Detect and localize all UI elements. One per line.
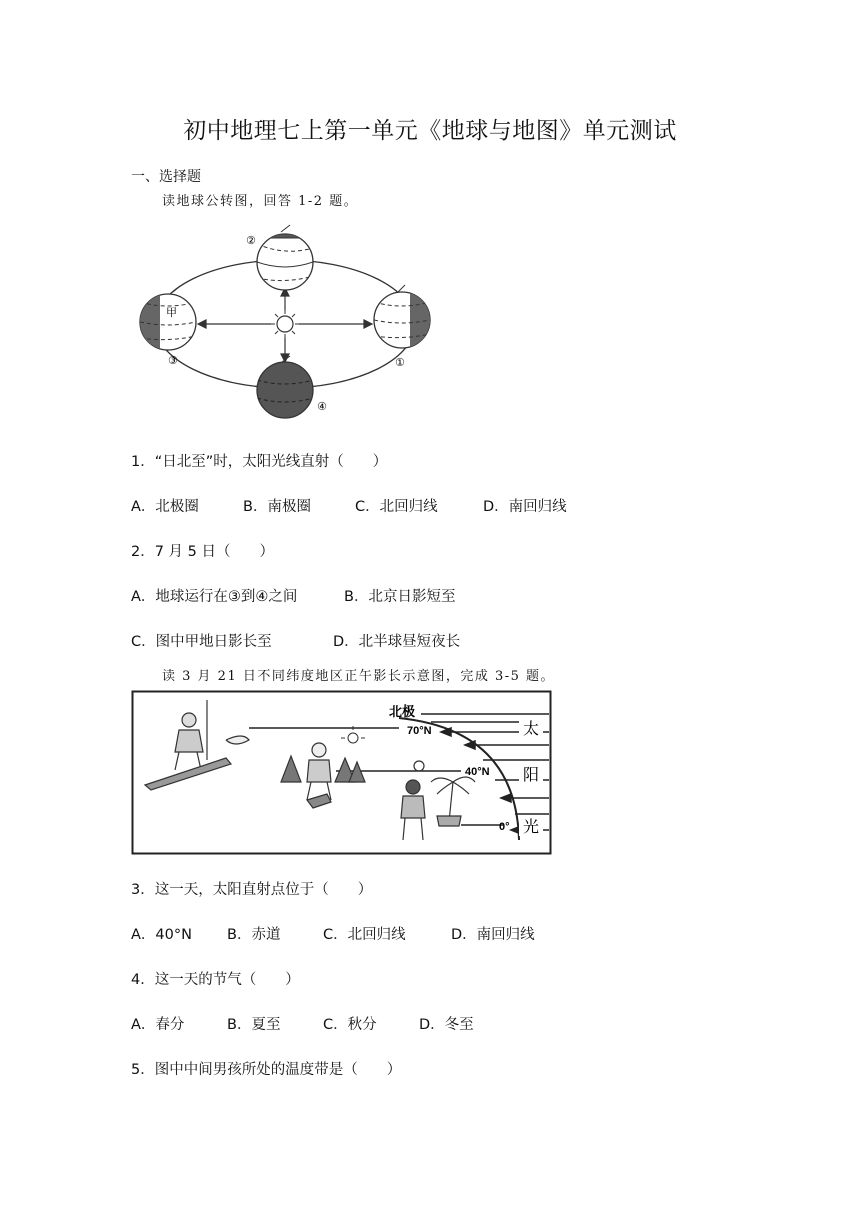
jia-label: 甲 [166, 307, 177, 319]
intro-text-2: 读 3 月 21 日不同纬度地区正午影长示意图，完成 3-5 题。 [162, 669, 556, 684]
lat-70-label: 70°N [407, 725, 432, 737]
q3-option-a[interactable]: A．40°N [131, 927, 192, 943]
north-pole-label: 北极 [389, 704, 416, 719]
sun-char-2: 阳 [523, 767, 540, 784]
question-4: 4．这一天的节气（ ） [131, 972, 300, 988]
sun-icon [271, 310, 299, 338]
q1-option-b[interactable]: B．南极圈 [243, 499, 311, 515]
label-1: ① [395, 357, 405, 369]
intro-text-1: 读地球公转图，回答 1-2 题。 [162, 194, 359, 209]
question-3: 3．这一天，太阳直射点位于（ ） [131, 882, 373, 898]
question-5: 5．图中中间男孩所处的温度带是（ ） [131, 1062, 402, 1078]
q1-option-c[interactable]: C．北回归线 [355, 499, 438, 515]
q2-option-a[interactable]: A．地球运行在③到④之间 [131, 589, 298, 605]
earth-position-2 [257, 225, 313, 290]
q3-option-c[interactable]: C．北回归线 [323, 927, 406, 943]
q3-option-b[interactable]: B．赤道 [227, 927, 281, 943]
lat-40-label: 40°N [465, 766, 490, 778]
q2-option-c[interactable]: C．图中甲地日影长至 [131, 634, 272, 650]
q4-option-a[interactable]: A．春分 [131, 1017, 185, 1033]
label-2: ② [246, 235, 256, 247]
question-2: 2．7 月 5 日（ ） [131, 544, 275, 560]
q2-option-d[interactable]: D．北半球昼短夜长 [333, 634, 461, 650]
q4-option-d[interactable]: D．冬至 [419, 1017, 474, 1033]
earth-position-1 [374, 285, 434, 350]
sun-char-1: 太 [523, 721, 540, 738]
q2-option-b[interactable]: B．北京日影短至 [344, 589, 456, 605]
question-2-options-row1 [131, 585, 455, 606]
question-3-options [131, 923, 535, 944]
lat-0-label: 0° [499, 821, 510, 833]
question-1: 1．“日北至”时，太阳光线直射（ ） [131, 454, 388, 470]
earth-revolution-figure [130, 222, 440, 422]
question-1-options [131, 495, 567, 516]
noon-shadow-figure [131, 690, 553, 856]
earth-position-4 [257, 356, 313, 418]
q4-option-b[interactable]: B．夏至 [227, 1017, 281, 1033]
q1-option-a[interactable]: A．北极圈 [131, 499, 199, 515]
page-title: 初中地理七上第一单元《地球与地图》单元测试 [183, 118, 677, 144]
q1-option-d[interactable]: D．南回归线 [483, 499, 567, 515]
question-4-options [131, 1013, 474, 1034]
sun-char-3: 光 [523, 819, 540, 836]
q4-option-c[interactable]: C．秋分 [323, 1017, 377, 1033]
label-4: ④ [317, 401, 327, 413]
earth-position-3 [138, 286, 196, 352]
question-2-options-row2 [131, 630, 460, 651]
label-3: ③ [168, 355, 178, 367]
q3-option-d[interactable]: D．南回归线 [451, 927, 535, 943]
section-heading: 一、选择题 [131, 169, 201, 185]
